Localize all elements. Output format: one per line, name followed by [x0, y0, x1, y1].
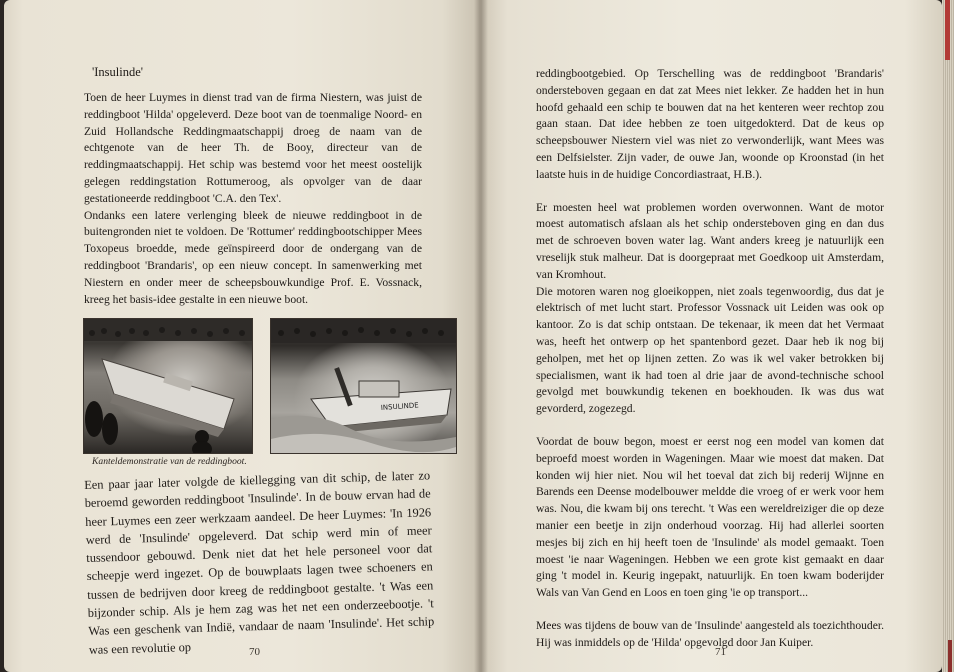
left-page-text-bottom — [84, 466, 435, 659]
page-number-left: 70 — [249, 646, 260, 658]
paragraph: Een paar jaar later volgde de kiellegging van dit schip, de later zo beroemd geworden reddingboot 'Insulinde'. In de bouw ervan had de heer Luymes een zeer werkzaam aandeel. De heer Luymes: 'In 1926 werd de 'Insulinde' opgeleverd. Dat schip werd min of meer tussendoor gebouwd. Denk niet dat het hele personeel voor dat scheepje werd ingezet. Op de bouwplaats lagen twee schoeners en tussen de bedrijven door kreeg de reddingboot gestalte. 't Was een bijzonder schip. Als je hem zag was het net een onderzeebootje. 't Was een geschenk van Indië, vandaar de naam 'Insulinde'. Het schip was een revolutie op — [84, 468, 435, 657]
paragraph: Er moesten heel wat problemen worden overwonnen. Want de motor moest automatisch afslaan als het schip ondersteboven ging en dan dus met de schroeven boven water lag. Want anders kreeg je natuurlijk een vreselijk stuk malheur. Dat is doorgepraat met Goedkoop uit Amsterdam, van Kromhout. — [536, 200, 884, 281]
paragraph: Voordat de bouw begon, moest er eerst nog een model van komen dat beproefd moest worden in Wageningen. Maar wie moest dat maken. Dat konden wij hier niet. Nou wil het toeval dat zich bij rederij Wijnne en Barends een Deense modelbouwer meldde die vroeg of er werk voor hem was. Nou, die kwam bij ons terecht. 't Was een wereldreiziger die op deze manier een beetje in zijn onderhoud voorzag. Hij had allerlei soorten mesjes bij zich en hij heeft toen de 'Insulinde' als model gemaakt. Toen moest 'ie naar Wageningen. Hebben we een grote kist gemaakt en daar ging 't model in. Keurig ingepakt, natuurlijk. En toen kwam boderijder Wals van Van Gend en Loos en toen ging 'ie op transport... — [536, 434, 884, 600]
photo-lifeboat-righting — [270, 318, 457, 454]
section-title: 'Insulinde' — [92, 65, 144, 79]
book-cover-edge-bottom — [948, 640, 952, 672]
photo-caption: Kanteldemonstratie van de reddingboot. — [92, 456, 247, 467]
paragraph: Toen de heer Luymes in dienst trad van de firma Niestern, was juist de reddingboot 'Hilda' opgeleverd. Deze boot van de toenmalige Noord- en Zuid Hollandsche Reddingmaatschappij droeg de naam van de echtgenote van de heer Th. de Booy, directeur van de reddingmaatschappij. Het schip was bestemd voor het meest oostelijk gelegen reddingstation Rottumeroog, als opvolger van de daar gestationeerde reddingboot 'C.A. den Tex'. — [84, 91, 422, 205]
page-number-right: 71 — [715, 646, 726, 658]
right-page — [480, 0, 942, 672]
book-spine-shadow — [474, 0, 488, 672]
book-spread — [4, 0, 950, 672]
right-page-text — [536, 66, 884, 652]
left-page-text-top — [84, 90, 422, 308]
paragraph: Mees was tijdens de bouw van de 'Insulinde' aangesteld als toezichthouder. Hij was inmiddels op de 'Hilda' opgevolgd door Jan Kuiper. — [536, 618, 884, 649]
book-cover-edge-top — [945, 0, 950, 60]
photo-capsized-lifeboat — [83, 318, 253, 454]
paragraph: Ondanks een latere verlenging bleek de nieuwe reddingboot in de buitengronden niet te voldoen. De 'Rottumer' reddingbootschipper Mees Toxopeus broedde, mede geïnspireerd door de ondergang van de reddingboot 'Brandaris', op een nieuw concept. In samenwerking met Niestern en onder meer de scheepsbouwkundige Prof. E. Vossnack, kreeg het basis-idee gestalte in een nieuwe boot. — [84, 208, 422, 306]
boat-name-lettering: INSULINDE — [380, 401, 419, 412]
paragraph: reddingbootgebied. Op Terschelling was de reddingboot 'Brandaris' ondersteboven gegaan en dat zat Mees niet lekker. Ze hadden het in hun hoofd gehaald een schip te bouwen dat na het kenteren weer rechtop zou gaan staan. Dat idee hebben ze toen uitgedokterd. Dat de keus op scheepsbouwer Niestern viel was niet zo verwonderlijk, want Mees was een Delfsielster. Zijn vader, de ouwe Jan, woonde op Kroonstad (in het laatste huis in de huidige Concordiastraat, H.B.). — [536, 67, 884, 181]
book-page-edges — [942, 0, 954, 672]
paragraph: Die motoren waren nog gloeikoppen, niet zoals tegenwoordig, dus dat je elektrisch of met lucht start. Professor Vossnack uit Leiden was ook op kantoor. Zo is dat schip ontstaan. De tekenaar, ik meen dat het Vermaat was, heeft het ontwerp op het spantenbord gezet. Daar heb ik nog bij geholpen, met het op lijnen zetten. Zo was ik wel vaker betrokken bij specialismen, want ik had toen al drie jaar de avond-technische school gevolgd met bouwkundig tekenen en boekhouden. Ik was dus wat gevorderd, zogezegd. — [536, 284, 884, 416]
left-page — [4, 0, 480, 672]
